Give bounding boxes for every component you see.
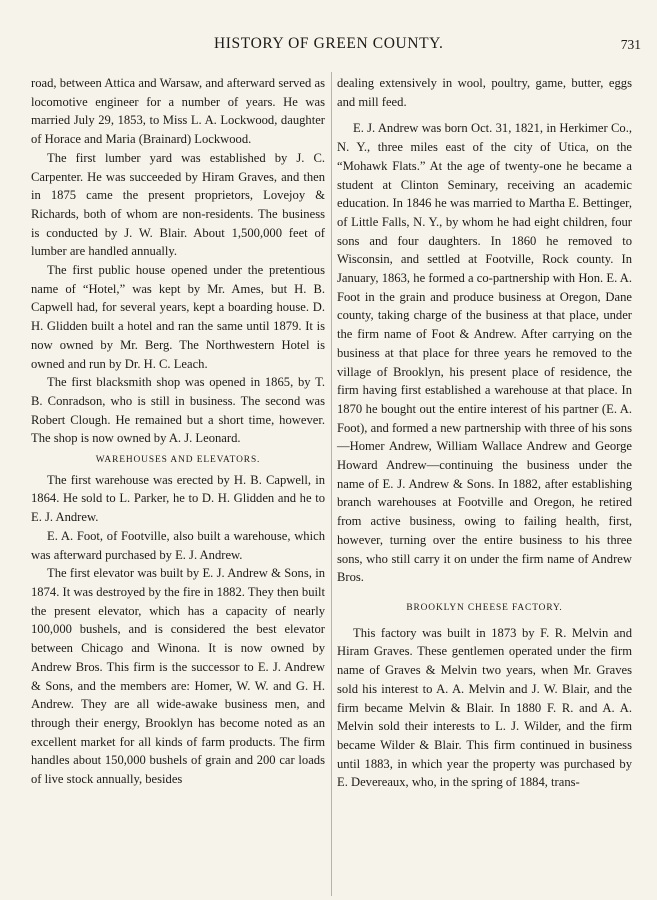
paragraph: E. A. Foot, of Footville, also built a warehouse, which was afterward purchased by E. J. Andrew.: [31, 528, 325, 562]
right-column: [337, 74, 632, 792]
section-heading: BROOKLYN CHEESE FACTORY.: [406, 602, 563, 613]
running-title: HISTORY OF GREEN COUNTY.: [214, 35, 444, 52]
paragraph: dealing extensively in wool, poultry, game, butter, eggs and mill feed.: [337, 76, 632, 109]
left-column: [31, 74, 325, 789]
page-header: [0, 0, 657, 60]
paragraph: road, between Attica and Warsaw, and afterward served as locomotive engineer for a number of years. He was married July 29, 1853, to Miss L. A. Lockwood, daughter of Horace and Maria (Brainard) Lockwood.: [31, 76, 325, 147]
section-heading: WAREHOUSES AND ELEVATORS.: [95, 455, 261, 466]
paragraph: The first blacksmith shop was opened in 1865, by T. B. Conradson, who is still in business. The second was Robert Clough. He remained but a short time, however. The shop is now owned by A. J. Leonard.: [31, 375, 325, 446]
paragraph: The first elevator was built by E. J. Andrew & Sons, in 1874. It was destroyed by the fire in 1882. They then built the present elevator, which has a capacity of nearly 100,000 bushels, and is considered the best elevator between Chicago and Winona. It is now owned by Andrew Bros. This firm is the successor to E. J. Andrew & Sons, and the members are: Homer, W. W. and G. H. Andrew. They are all wide-awake business men, and through their energy, Brooklyn has become noted as an excellent market for all kinds of farm products. The firm handles about 150,000 bushels of grain and 200 car loads of live stock annually, besides: [31, 566, 325, 787]
paragraph: E. J. Andrew was born Oct. 31, 1821, in Herkimer Co., N. Y., three miles east of the city of Utica, on the “Mohawk Flats.” At the age of twenty-one he became a student at Clinton Seminary, receiving an academic education. In 1846 he was married to Martha E. Bettinger, of Little Falls, N. Y., by whom he had eight children, four sons and four daughters. In 1860 he removed to Wisconsin, and settled at Footville, Rock county. In January, 1863, he formed a co-partnership with Hon. E. A. Foot in the grain and produce business at Oregon, Dane county, taking charge of the business at that place, under the firm name of Foot & Andrew. After carrying on the business at that place for three years he removed to the village of Brooklyn, his present place of residence, the firm having first established a warehouse at that place. In 1870 he bought out the entire interest of his partner (E. A. Foot), and formed a new partnership with three of his sons—Homer Andrew, William Wallace Andrew and George Howard Andrew—continuing the business under the name of E. J. Andrew & Sons. In 1882, after establishing branch warehouses at Footville and Oregon, he retired from active business, owing to failing health, first, however, turning over the entire business to his three sons, who still carry it on under the firm name of Andrew Bros.: [337, 121, 632, 585]
paragraph: The first warehouse was erected by H. B. Capwell, in 1864. He sold to L. Parker, he to D. H. Glidden and he to E. J. Andrew.: [31, 472, 325, 525]
page-number: 731: [620, 37, 641, 52]
paragraph: This factory was built in 1873 by F. R. Melvin and Hiram Graves. These gentlemen operated under the firm name of Graves & Melvin two years, when Mr. Graves sold his interest to A. A. Melvin and J. W. Blair, and the firm became Melvin & Blair. In 1880 F. R. and A. A. Melvin sold their interests to L. J. Wilder, and the firm became Wilder & Blair. This firm continued in business until 1883, in which year the property was purchased by E. Devereaux, who, in the spring of 1884, trans-: [337, 625, 632, 790]
paragraph: The first public house opened under the pretentious name of “Hotel,” was kept by Mr. Ames, but H. B. Capwell had, for several years, kept a boarding house. D. H. Glidden built a hotel and ran the same until 1879. It is now owned by Mr. Berg. The Northwestern Hotel is owned and run by Dr. H. C. Leach.: [31, 263, 325, 371]
paragraph: The first lumber yard was established by J. C. Carpenter. He was succeeded by Hiram Graves, and then in 1875 came the present proprietors, Lovejoy & Richards, both of whom are non-residents. The business is conducted by J. W. Blair. About 1,500,000 feet of lumber are handled annually.: [31, 150, 325, 259]
column-divider: [331, 72, 332, 896]
